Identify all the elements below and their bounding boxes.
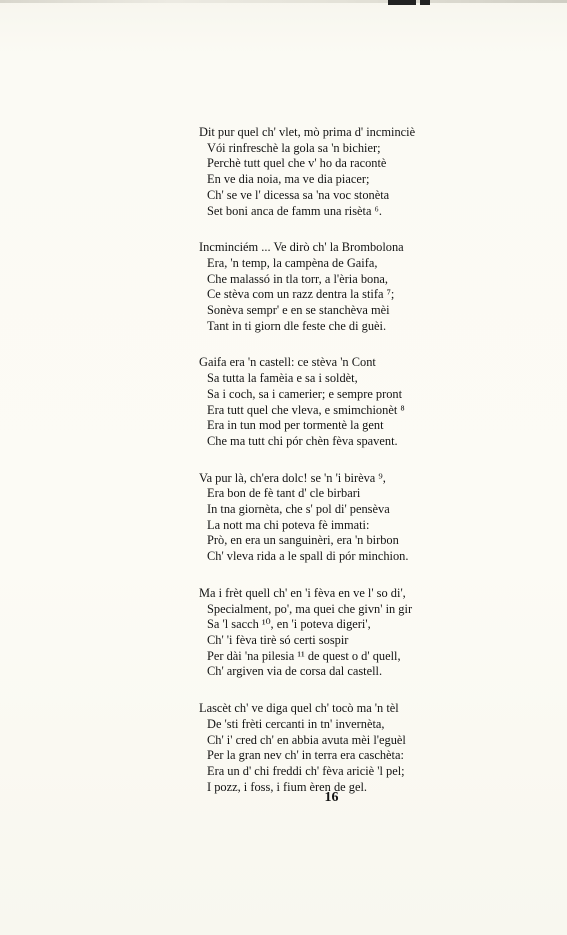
verse-line: Era tutt quel che vleva, e smimchionèt ⁸ (207, 402, 405, 417)
verse-line: Per la gran nev ch' in terra era caschèta: (207, 748, 404, 763)
verse-line: La nott ma chi poteva fè immati: (207, 517, 370, 532)
verse-line: Ch' se ve l' dicessa sa 'na voc stonèta (207, 187, 390, 202)
stanza (199, 240, 529, 334)
verse-line: Vói rinfreschè la gola sa 'n bichier; (207, 140, 381, 155)
verse-line: Ch' i' cred ch' en abbia avuta mèi l'eguèl (207, 732, 406, 747)
page-number: 16 (324, 790, 339, 805)
scan-mark (388, 0, 416, 5)
stanza (199, 471, 529, 565)
stanza (199, 701, 529, 795)
stanza (199, 355, 529, 449)
verse-line: Che malassó in tla torr, a l'èria bona, (207, 271, 389, 286)
scan-mark (420, 0, 430, 5)
verse-line: En ve dia noia, ma ve dia piacer; (207, 172, 370, 187)
verse-line: Tant in ti giorn dle feste che di guèi. (207, 318, 387, 333)
verse-line: Sa 'l sacch ¹⁰, en 'i poteva digeri', (207, 617, 371, 632)
verse-line: Va pur là, ch'era dolc! se 'n 'i birèva ⁹, (199, 470, 386, 485)
verse-line: Sonèva sempr' e en se stanchèva mèi (207, 303, 390, 318)
verse-line: Era bon de fè tant d' cle birbari (207, 486, 361, 501)
verse-line: Dit pur quel ch' vlet, mò prima d' incminciè (199, 125, 416, 139)
verse-line: Set boni anca de famm una risèta ⁶. (207, 203, 382, 218)
verse-line: Perchè tutt quel che v' ho da racontè (207, 156, 387, 171)
verse-line: Ma i frèt quell ch' en 'i fèva en ve l' so di', (199, 585, 406, 600)
verse-line: Sa tutta la famèia e sa i soldèt, (207, 371, 358, 386)
page-top-edge (0, 0, 567, 3)
verse-line: Che ma tutt chi pór chèn fèva spavent. (207, 433, 398, 448)
poem (199, 125, 529, 816)
verse-line: I pozz, i foss, i fium èren de gel. (207, 779, 367, 794)
verse-line: Incminciém ... Ve dirò ch' la Brombolona (199, 240, 404, 255)
verse-line: In tna giornèta, che s' pol di' pensèva (207, 502, 390, 517)
verse-line: Ch' 'i fèva tirè só certi sospir (207, 632, 349, 647)
verse-line: Prò, en era un sanguinèri, era 'n birbon (207, 533, 399, 548)
verse-line: Era in tun mod per tormentè la gent (207, 418, 384, 433)
verse-line: Ce stèva com un razz dentra la stifa ⁷; (207, 287, 395, 302)
verse-line: Per dài 'na pilesia ¹¹ de quest o d' quell, (207, 648, 401, 663)
stanza (199, 125, 529, 219)
verse-line: Specialment, po', ma quei che givn' in gir (207, 601, 413, 616)
verse-line: De 'sti frèti cercanti in tn' invernèta, (207, 716, 385, 731)
verse-line: Era un d' chi freddi ch' fèva ariciè 'l pel; (207, 763, 405, 778)
verse-line: Gaifa era 'n castell: ce stèva 'n Cont (199, 355, 376, 370)
stanza (199, 586, 529, 680)
verse-line: Lascèt ch' ve diga quel ch' tocò ma 'n tèl (199, 701, 399, 716)
verse-line: Ch' vleva rida a le spall di pór minchion. (207, 549, 409, 564)
verse-line: Ch' argiven via de corsa dal castell. (207, 664, 383, 679)
verse-line: Era, 'n temp, la campèna de Gaifa, (207, 255, 378, 270)
verse-line: Sa i coch, sa i camerier; e sempre pront (207, 386, 403, 401)
